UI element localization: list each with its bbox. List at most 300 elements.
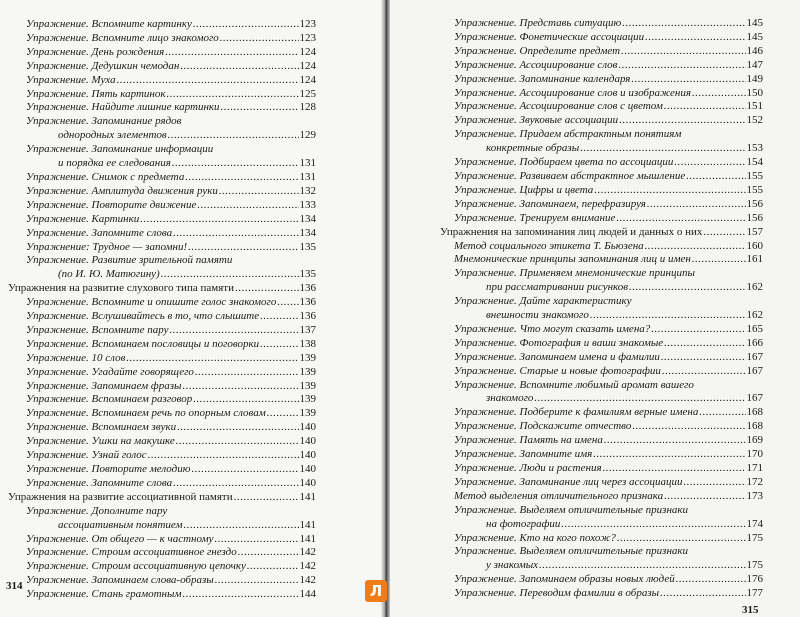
toc-entry — [440, 587, 763, 601]
toc-entry — [8, 60, 316, 74]
toc-entry — [440, 128, 763, 156]
toc-entry-text: Упражнение. Старые и новые фотографии — [454, 364, 661, 377]
dot-leader — [214, 533, 298, 547]
toc-page-number: 145 — [746, 17, 763, 29]
toc-page-number: 140 — [299, 476, 316, 489]
dot-leader — [590, 309, 746, 323]
toc-page-number: 153 — [746, 142, 763, 155]
toc-entry-text: знакомого — [486, 392, 534, 405]
toc-entry-text: Упражнение. Выделяем отличительные признаки — [454, 503, 689, 516]
dot-leader — [165, 46, 298, 60]
dot-leader — [622, 17, 745, 31]
toc-entry — [440, 240, 763, 254]
toc-page-number: 131 — [299, 170, 316, 183]
toc-page-number: 150 — [746, 86, 763, 99]
dot-leader — [260, 338, 298, 352]
toc-page-number: 167 — [746, 392, 763, 405]
toc-entry-text: внешности знакомого — [486, 309, 589, 322]
toc-page-number: 141 — [299, 490, 316, 503]
toc-entry — [440, 226, 763, 240]
toc-entry — [8, 588, 316, 602]
toc-page-number: 124 — [299, 59, 316, 72]
toc-page-number: 139 — [299, 407, 316, 420]
toc-entry — [8, 338, 316, 352]
dot-leader — [664, 100, 746, 114]
toc-entry-text: Упражнение. 10 слов — [26, 351, 126, 364]
dot-leader — [593, 448, 745, 462]
dot-leader — [616, 212, 745, 226]
toc-entry-text: Упражнение. Люди и растения — [454, 462, 602, 474]
dot-leader — [185, 171, 298, 185]
toc-entry-text: Упражнение. Запоминаем фразы — [26, 379, 182, 392]
toc-entry-text: Упражнение. Пять картинок — [26, 87, 166, 100]
toc-entry-text: Упражнение. Запомните слова — [26, 476, 173, 489]
dot-leader — [603, 462, 746, 476]
dot-leader — [561, 518, 745, 532]
toc-page-number: 134 — [299, 226, 316, 239]
toc-page-number: 144 — [299, 588, 316, 601]
dot-leader — [193, 18, 299, 32]
toc-entry-text: Упражнение. Запомните слова — [26, 226, 173, 239]
toc-page-number: 160 — [746, 239, 763, 252]
toc-entry-text: Упражнение. Подберите к фамилиям верные имена — [454, 406, 699, 419]
toc-page-number: 131 — [299, 157, 316, 170]
toc-entry — [8, 74, 316, 88]
dot-leader — [664, 337, 745, 351]
toc-entry — [440, 114, 763, 128]
toc-entry-text: Упражнение: Трудное — запомни! — [26, 240, 188, 253]
toc-entry — [440, 198, 763, 212]
toc-page-number: 139 — [299, 379, 316, 392]
toc-page-number: 123 — [299, 31, 316, 44]
toc-page-number: 174 — [746, 517, 763, 530]
dot-leader — [703, 226, 745, 240]
toc-page-number: 155 — [746, 169, 763, 182]
toc-entry-text: Упражнение. День рождения — [26, 45, 165, 58]
toc-entry-text: Упражнение. Ассоциирование слов с цветом — [454, 100, 663, 113]
toc-entry-text: Упражнение. Запоминаем имена и фамилии — [454, 350, 660, 363]
toc-entry — [440, 420, 763, 434]
toc-page-number: 124 — [299, 45, 316, 58]
toc-entry — [440, 351, 763, 365]
toc-entry-text: Упражнение. Фонетические ассоциации — [454, 30, 645, 43]
toc-entry-text: Упражнение. Подскажите отчество — [454, 420, 632, 433]
dot-leader — [686, 170, 745, 184]
toc-entry-text: Упражнение. Стань грамотным — [26, 588, 182, 601]
toc-entry-text: Упражнение. Картинки — [26, 212, 140, 225]
dot-leader — [647, 198, 746, 212]
dot-leader — [267, 407, 299, 421]
toc-page-number: 168 — [746, 406, 763, 419]
toc-entry — [440, 170, 763, 184]
toc-entry-text: (по И. Ю. Матюгину) — [58, 268, 160, 281]
toc-page-number: 134 — [299, 212, 316, 225]
toc-page-number: 125 — [299, 87, 316, 100]
toc-entry — [440, 532, 763, 546]
toc-page-number: 176 — [746, 573, 763, 586]
toc-entry — [8, 88, 316, 102]
toc-entry-text: Упражнение. Придаем абстрактным понятиям — [454, 128, 682, 141]
toc-entry-text: Упражнения на запоминания лиц людей и данных о них — [440, 225, 703, 238]
toc-entry-text: Мнемонические принципы запоминания лиц и имен — [454, 253, 691, 266]
toc-page-number: 155 — [746, 183, 763, 196]
dot-leader — [684, 476, 746, 490]
toc-entry — [8, 46, 316, 60]
toc-right — [440, 17, 763, 601]
toc-entry-text: Упражнение. Память на имена — [454, 434, 603, 447]
toc-entry-text: Упражнение. Вспоминаем речь по опорным словам — [26, 407, 266, 420]
toc-entry-text: Упражнение. Запоминаем слова-образы — [26, 574, 214, 587]
toc-entry-text: Упражнение. Запоминаем образы новых людей — [454, 573, 675, 586]
toc-entry — [8, 505, 316, 533]
toc-entry — [440, 253, 763, 267]
toc-entry-text: Упражнение. Снимок с предмета — [26, 170, 185, 183]
dot-leader — [177, 421, 298, 435]
dot-leader — [660, 587, 745, 601]
toc-entry — [8, 185, 316, 199]
toc-entry-text: Упражнение. Представь ситуацию — [454, 17, 622, 29]
toc-page-number: 129 — [299, 129, 316, 142]
book-spine — [381, 0, 390, 617]
toc-entry — [440, 59, 763, 73]
dot-leader — [173, 227, 298, 241]
toc-entry-text: Упражнение. Вспомните лицо знакомого — [26, 31, 219, 44]
dot-leader — [235, 282, 299, 296]
toc-entry-text: Упражнение. Дедушкин чемодан — [26, 59, 180, 72]
toc-entry-text: Упражнение. Запоминание информации — [26, 143, 214, 156]
toc-entry — [8, 199, 316, 213]
toc-entry — [440, 462, 763, 476]
toc-entry — [8, 546, 316, 560]
toc-entry-text: Упражнение. Развитие зрительной памяти — [26, 254, 233, 267]
dot-leader — [176, 435, 299, 449]
toc-entry — [440, 337, 763, 351]
dot-leader — [126, 352, 298, 366]
toc-entry — [8, 143, 316, 171]
toc-page-number: 135 — [299, 240, 316, 253]
toc-entry-text: Упражнение. Ушки на макушке — [26, 435, 175, 448]
toc-page-number: 137 — [299, 323, 316, 336]
toc-page-number: 151 — [746, 100, 763, 113]
toc-page-number: 147 — [746, 58, 763, 71]
toc-entry-text: Упражнение. От общего — к частному — [26, 532, 214, 545]
toc-entry — [8, 32, 316, 46]
toc-page-number: 154 — [746, 156, 763, 169]
toc-page-number: 124 — [299, 73, 316, 86]
toc-page-number: 152 — [746, 114, 763, 127]
toc-entry — [440, 365, 763, 379]
dot-leader — [604, 434, 746, 448]
toc-entry — [8, 366, 316, 380]
toc-page-number: 165 — [746, 322, 763, 335]
toc-page-number: 162 — [746, 309, 763, 322]
toc-entry-text: ассоциативным понятием — [58, 518, 183, 531]
toc-page-number: 162 — [746, 281, 763, 294]
dot-leader — [277, 296, 298, 310]
dot-leader — [169, 324, 298, 338]
toc-page-number: 140 — [299, 435, 316, 448]
dot-leader — [168, 129, 299, 143]
dot-leader — [191, 463, 298, 477]
toc-entry — [8, 380, 316, 394]
toc-entry — [440, 434, 763, 448]
toc-page-number: 141 — [299, 518, 316, 531]
toc-entry-text: на фотографии — [486, 517, 561, 530]
dot-leader — [674, 156, 745, 170]
toc-entry-text: Упражнения на развитие слухового типа памяти — [8, 282, 234, 295]
toc-page-number: 157 — [746, 225, 763, 238]
dot-leader — [692, 87, 746, 101]
toc-page-number: 142 — [299, 546, 316, 559]
toc-page-number: 175 — [746, 559, 763, 572]
toc-page-number: 146 — [746, 44, 763, 57]
dot-leader — [193, 393, 298, 407]
dot-leader — [699, 406, 745, 420]
toc-entry-text: Упражнение. Переводим фамилии в образы — [454, 587, 660, 600]
toc-entry-text: Упражнение. Повторите движение — [26, 198, 197, 211]
left-page — [0, 0, 383, 617]
toc-entry-text: Метод выделения отличительного признака — [454, 489, 664, 502]
toc-entry-text: Упражнение. Запоминание календаря — [454, 72, 631, 85]
toc-page-number: 161 — [746, 253, 763, 266]
toc-page-number: 156 — [746, 197, 763, 210]
toc-entry — [8, 463, 316, 477]
dot-leader — [172, 157, 299, 171]
dot-leader — [148, 449, 299, 463]
dot-leader — [617, 532, 746, 546]
toc-page-number: 136 — [299, 310, 316, 323]
toc-page-number: 166 — [746, 336, 763, 349]
toc-entry — [440, 100, 763, 114]
toc-entry — [440, 87, 763, 101]
toc-page-number: 167 — [746, 350, 763, 363]
dot-leader — [618, 59, 745, 73]
toc-entry-text: Упражнение. Ассоциирование слов — [454, 58, 618, 71]
toc-entry — [8, 560, 316, 574]
toc-entry — [440, 323, 763, 337]
toc-entry-text: Упражнение. Развиваем абстрактное мышление — [454, 169, 686, 182]
dot-leader — [188, 241, 298, 255]
toc-page-number: 171 — [746, 462, 763, 474]
toc-entry — [8, 18, 316, 32]
toc-entry-text: Упражнение. Звуковые ассоциации — [454, 114, 619, 127]
toc-entry — [440, 31, 763, 45]
dot-leader — [220, 32, 299, 46]
toc-page-number: 132 — [299, 184, 316, 197]
toc-entry-text: Упражнение. Запомните имя — [454, 448, 593, 461]
toc-entry — [8, 393, 316, 407]
toc-entry-text: Упражнение. Вспомните картинку — [26, 18, 192, 30]
dot-leader — [117, 74, 299, 88]
toc-entry — [8, 115, 316, 143]
toc-entry — [8, 533, 316, 547]
toc-entry-text: Упражнение. Повторите мелодию — [26, 463, 191, 475]
toc-entry-text: Упражнение. Выделяем отличительные признаки — [454, 545, 689, 558]
toc-page-number: 139 — [299, 393, 316, 406]
dot-leader — [161, 268, 299, 282]
toc-entry — [440, 45, 763, 59]
toc-entry — [440, 156, 763, 170]
toc-entry — [440, 545, 763, 573]
toc-entry — [8, 491, 316, 505]
toc-entry — [440, 17, 763, 31]
dot-leader — [195, 366, 299, 380]
toc-entry — [440, 184, 763, 198]
toc-entry — [8, 477, 316, 491]
toc-page-number: 136 — [299, 282, 316, 295]
dot-leader — [247, 560, 299, 574]
toc-page-number: 145 — [746, 30, 763, 43]
toc-page-number: 169 — [746, 434, 763, 447]
toc-entry-text: Упражнение. Вслушивайтесь в то, что слышите — [26, 310, 260, 323]
toc-entry-text: Упражнение. Подбираем цвета по ассоциации — [454, 156, 674, 169]
toc-entry-text: Упражнение. Цифры и цвета — [454, 183, 594, 196]
toc-entry-text: Упражнение. Тренируем внимание — [454, 211, 616, 224]
toc-entry — [8, 227, 316, 241]
toc-entry-text: Упражнение. Дайте характеристику — [454, 295, 632, 308]
toc-entry — [8, 282, 316, 296]
toc-entry-text: Метод социального этикета Т. Бьюзена — [454, 239, 644, 252]
toc-entry-text: Упражнение. Вспоминаем пословицы и поговорки — [26, 337, 260, 350]
toc-page-number: 140 — [299, 463, 316, 475]
dot-leader — [661, 351, 746, 365]
dot-leader — [180, 60, 298, 74]
dot-leader — [238, 546, 299, 560]
toc-entry-text: Упражнение. Вспоминаем звуки — [26, 421, 177, 434]
toc-entry-text: Упражнение. Запоминаем, перефразируя — [454, 197, 646, 210]
page-number-right: 315 — [742, 604, 759, 616]
toc-entry-text: Упражнение. Определите предмет — [454, 44, 621, 57]
toc-entry-text: Упражнение. Что могут сказать имена? — [454, 322, 651, 335]
toc-entry-text: Упражнение. Узнай голос — [26, 449, 147, 462]
toc-entry-text: Упражнение. Ассоциирование слов и изображения — [454, 86, 691, 99]
dot-leader — [631, 73, 745, 87]
toc-entry — [440, 476, 763, 490]
toc-entry-text: Упражнение. Угадайте говорящего — [26, 365, 194, 378]
toc-entry-text: Упражнение. Найдите лишние картинки — [26, 101, 220, 114]
toc-entry — [8, 296, 316, 310]
dot-leader — [594, 184, 745, 198]
toc-page-number: 168 — [746, 420, 763, 433]
toc-entry — [8, 310, 316, 324]
toc-entry — [8, 213, 316, 227]
dot-leader — [539, 559, 745, 573]
toc-entry-text: Упражнение. Вспомните любимый аромат вашего — [454, 378, 694, 391]
toc-page-number: 123 — [299, 18, 316, 30]
dot-leader — [260, 310, 298, 324]
dot-leader — [662, 365, 746, 379]
toc-entry-text: Упражнение. Запоминание лиц через ассоциации — [454, 475, 683, 488]
dot-leader — [140, 213, 298, 227]
dot-leader — [182, 588, 298, 602]
toc-entry — [440, 267, 763, 295]
toc-page-number: 141 — [299, 532, 316, 545]
toc-page-number: 140 — [299, 449, 316, 462]
toc-entry — [440, 490, 763, 504]
toc-page-number: 138 — [299, 337, 316, 350]
toc-page-number: 170 — [746, 448, 763, 461]
toc-entry — [440, 379, 763, 407]
right-page — [388, 0, 800, 617]
toc-entry-text: Упражнение. Вспомните и опишите голос знакомого — [26, 296, 277, 309]
toc-entry — [8, 449, 316, 463]
dot-leader — [167, 88, 299, 102]
toc-left — [8, 18, 316, 602]
toc-page-number: 177 — [746, 587, 763, 600]
dot-leader — [219, 185, 299, 199]
publisher-logo-icon: Л — [365, 580, 387, 602]
toc-entry — [440, 448, 763, 462]
toc-entry — [8, 352, 316, 366]
dot-leader — [645, 31, 745, 45]
dot-leader — [629, 281, 745, 295]
toc-page-number: 128 — [299, 101, 316, 114]
toc-entry-text: Упражнение. Применяем мнемонические принципы — [454, 267, 695, 280]
dot-leader — [621, 45, 745, 59]
dot-leader — [234, 491, 299, 505]
toc-page-number: 142 — [299, 574, 316, 587]
dot-leader — [221, 101, 299, 115]
toc-entry-text: Упражнение. Фотография и ваши знакомые — [454, 336, 664, 349]
dot-leader — [619, 114, 745, 128]
toc-entry-text: Упражнение. Дополните пару — [26, 504, 168, 517]
dot-leader — [182, 380, 298, 394]
toc-entry — [8, 435, 316, 449]
toc-entry — [8, 171, 316, 185]
toc-entry-text: при рассматривании рисунков — [486, 281, 629, 294]
toc-entry-text: Упражнение. Строим ассоциативное гнездо — [26, 546, 237, 559]
toc-page-number: 172 — [746, 475, 763, 488]
toc-entry — [8, 421, 316, 435]
toc-entry-text: Упражнение. Запоминание рядов — [26, 115, 182, 128]
toc-entry — [8, 241, 316, 255]
toc-page-number: 133 — [299, 198, 316, 211]
toc-entry-text: и порядка ее следования — [58, 157, 171, 170]
page-number-left: 314 — [6, 580, 23, 592]
toc-page-number: 142 — [299, 560, 316, 573]
toc-page-number: 135 — [299, 268, 316, 281]
toc-entry — [440, 212, 763, 226]
toc-page-number: 167 — [746, 364, 763, 377]
toc-page-number: 136 — [299, 296, 316, 309]
toc-entry-text: Упражнение. Вспомните пару — [26, 323, 169, 336]
toc-entry — [440, 406, 763, 420]
toc-entry-text: Упражнение. Муха — [26, 73, 116, 86]
toc-entry — [8, 324, 316, 338]
toc-entry — [440, 295, 763, 323]
dot-leader — [215, 574, 299, 588]
toc-page-number: 156 — [746, 211, 763, 224]
dot-leader — [197, 199, 298, 213]
toc-entry — [8, 574, 316, 588]
toc-entry-text: Упражнение. Вспоминаем разговор — [26, 393, 193, 406]
toc-page-number: 173 — [746, 489, 763, 502]
toc-entry — [8, 254, 316, 282]
toc-entry-text: Упражнения на развитие ассоциативной памяти — [8, 490, 233, 503]
dot-leader — [173, 477, 298, 491]
toc-entry-text: Упражнение. Кто на кого похож? — [454, 531, 616, 544]
toc-entry — [440, 73, 763, 87]
dot-leader — [580, 142, 745, 156]
toc-entry — [8, 407, 316, 421]
toc-page-number: 139 — [299, 365, 316, 378]
dot-leader — [534, 392, 745, 406]
toc-entry-text: у знакомых — [486, 559, 539, 572]
dot-leader — [664, 490, 745, 504]
dot-leader — [184, 519, 299, 533]
dot-leader — [692, 253, 746, 267]
toc-entry-text: Упражнение. Строим ассоциативную цепочку — [26, 560, 246, 573]
